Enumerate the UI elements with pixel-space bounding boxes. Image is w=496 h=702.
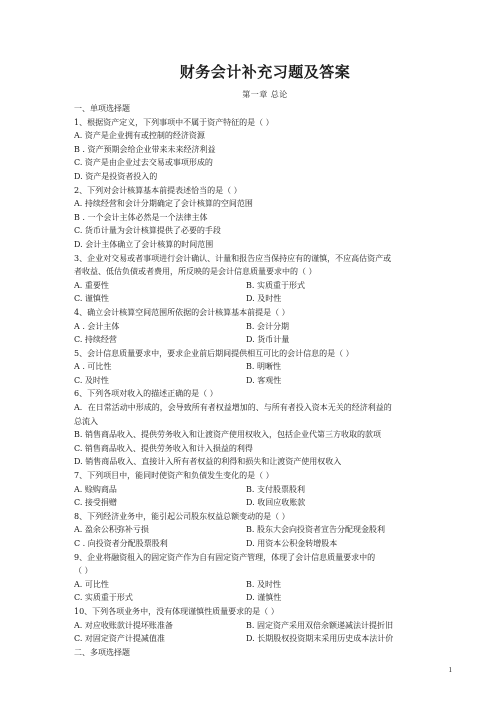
question-3-option-d: D. 及时性 xyxy=(246,294,282,304)
question-2-stem: 2、下列对会计核算基本前提表述恰当的是（ ） xyxy=(74,185,242,195)
question-9-stem-line-1: 9、企业将融资租入的固定资产作为自有固定资产管理，体现了会计信息质量要求中的 xyxy=(74,552,376,562)
question-6-option-c: C. 销售商品收入、提供劳务收入和计入损益的利得 xyxy=(74,443,253,453)
question-2-option-d: D. 会计主体确立了会计核算的时间范围 xyxy=(74,239,214,249)
question-5-option-a: A . 可比性 xyxy=(74,362,112,372)
question-5-option-d: D. 客观性 xyxy=(246,375,282,385)
question-2-option-a: A. 持续经营和会计分期确定了会计核算的空间范围 xyxy=(74,199,253,209)
question-5-option-c: C. 及时性 xyxy=(74,375,109,385)
question-10-options-row-1 xyxy=(74,619,456,633)
question-6-option-b: B. 销售商品收入、提供劳务收入和让渡资产使用权收入，包括企业代第三方收取的款项 xyxy=(74,430,381,440)
question-5-options-row-1 xyxy=(74,360,456,374)
question-10-option-c: C. 对固定资产计提减值准 xyxy=(74,634,165,644)
question-7-options-row-2 xyxy=(74,496,456,510)
question-3-option-b: B. 实质重于形式 xyxy=(246,280,305,290)
question-10-options-row-2 xyxy=(74,632,456,646)
question-10-stem: 10、下列各项业务中，没有体现谨慎性质量要求的是（ ） xyxy=(74,606,279,616)
question-4-option-a: A . 会计主体 xyxy=(74,321,120,331)
question-5-option-b: B. 明晰性 xyxy=(246,362,281,372)
question-10-option-b: B. 固定资产采用双倍余额递减法计提折旧 xyxy=(246,620,393,630)
question-3-options-row-1 xyxy=(74,279,456,293)
question-7-option-b: B. 支付股票股利 xyxy=(246,484,305,494)
section-heading-multiple-choice: 二、多项选择题 xyxy=(74,647,130,657)
question-3-option-c: C. 谨慎性 xyxy=(74,294,109,304)
question-3-stem-line-1: 3、企业对交易或者事项进行会计确认、计量和报告应当保持应有的谨慎，不应高估资产或 xyxy=(74,253,392,263)
question-3-option-a: A. 重要性 xyxy=(74,280,109,290)
question-8-option-a: A. 盈余公积弥补亏损 xyxy=(74,525,149,535)
question-7-option-a: A. 赊购商品 xyxy=(74,484,117,494)
question-6-option-d: D. 销售商品收入、直接计入所有者权益的利得和损失和让渡资产使用权收入 xyxy=(74,457,342,467)
question-6-option-a-line-2: 总流入 xyxy=(74,416,98,426)
section-heading-single-choice: 一、单项选择题 xyxy=(74,104,130,113)
question-9-options-row-2 xyxy=(74,591,456,605)
question-8-option-d: D. 用资本公积金转增股本 xyxy=(246,539,338,548)
question-3-stem-line-2: 者收益、低估负债或者费用，所反映的是会计信息质量要求中的（ ） xyxy=(74,267,317,277)
question-7-stem: 7、下列项目中，能同时使资产和负债发生变化的是（ ） xyxy=(74,471,274,481)
question-8-options-row-1 xyxy=(74,523,456,537)
question-8-stem: 8、下列经济业务中，能引起公司股东权益总额变动的是（ ） xyxy=(74,511,290,521)
question-1-stem: 1、根据资产定义，下列事项中不属于资产特征的是（ ） xyxy=(74,117,274,127)
question-5-stem: 5、会计信息质量要求中，要求企业前后期间提供相互可比的会计信息的是（ ） xyxy=(74,348,354,358)
question-8-options-row-2 xyxy=(74,537,456,551)
question-10-option-a: A. 对应收账款计提坏账准备 xyxy=(74,620,173,630)
question-8-option-b: B. 股东大会向投资者宣告分配现金股利 xyxy=(246,525,385,535)
question-8-option-c: C . 向投资者分配股票股利 xyxy=(74,539,168,548)
question-1-option-a: A. 资产是企业拥有或控制的经济资源 xyxy=(74,131,205,141)
question-4-options-row-1 xyxy=(74,320,456,334)
question-7-options-row-1 xyxy=(74,483,456,497)
question-1-option-c: C. 资产是由企业过去交易或事项形成的 xyxy=(74,158,213,168)
question-7-option-d: D. 收回应收账款 xyxy=(246,498,306,508)
question-9-stem-line-2: （ ） xyxy=(74,566,93,576)
question-4-option-c: C. 持续经营 xyxy=(74,335,117,345)
question-3-options-row-2 xyxy=(74,292,456,306)
question-9-options-row-1 xyxy=(74,578,456,592)
question-9-option-d: D. 谨慎性 xyxy=(246,593,282,603)
question-9-option-c: C. 实质重于形式 xyxy=(74,593,133,603)
document-title: 财务会计补充习题及答案 xyxy=(179,63,351,81)
chapter-heading: 第一章 总论 xyxy=(242,90,288,99)
question-2-option-b: B . 一个会计主体必然是一个法律主体 xyxy=(74,212,208,222)
question-10-option-d: D. 长期股权投资期末采用历史成本法计价 xyxy=(246,634,394,644)
question-5-options-row-2 xyxy=(74,374,456,388)
question-4-option-d: D. 货币计量 xyxy=(246,335,290,345)
question-9-option-b: B. 及时性 xyxy=(246,579,281,589)
question-6-option-a-line-1: A．在日常活动中形成的，会导致所有者权益增加的、与所有者投入资本无关的经济利益的 xyxy=(74,403,392,413)
question-1-option-b: B . 资产预期会给企业带来未来经济利益 xyxy=(74,144,216,154)
question-4-options-row-2 xyxy=(74,333,456,347)
page-number: 1 xyxy=(448,666,452,674)
question-4-option-b: B. 会计分期 xyxy=(246,321,289,331)
question-1-option-d: D. 资产是投资者投入的 xyxy=(74,171,158,181)
question-6-stem: 6、下列各项对收入的描述正确的是（ ） xyxy=(74,389,218,399)
question-2-option-c: C. 货币计量为会计核算提供了必要的手段 xyxy=(74,226,221,236)
question-9-option-a: A. 可比性 xyxy=(74,579,109,589)
question-4-stem: 4、确立会计核算空间范围所依据的会计核算基本前提是（ ） xyxy=(74,307,290,317)
question-7-option-c: C. 接受捐赠 xyxy=(74,498,117,508)
